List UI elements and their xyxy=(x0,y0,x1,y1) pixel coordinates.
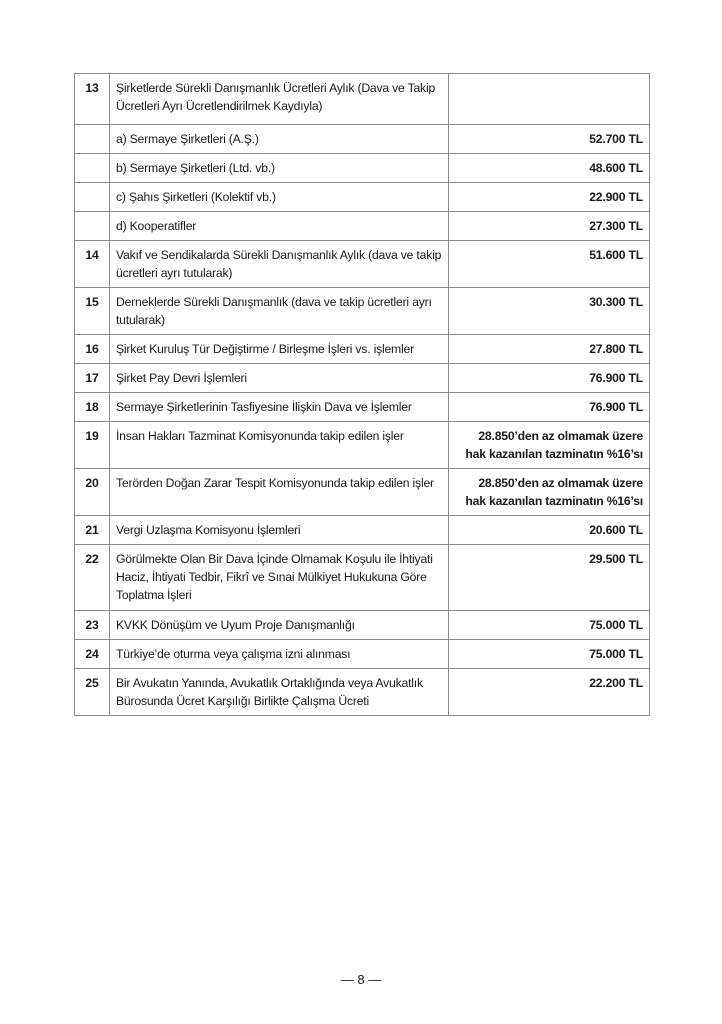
row-description: Görülmekte Olan Bir Dava İçinde Olmamak Koşulu ile İhtiyati Haciz, İhtiyati Tedbir, Fikrî ve Sınai Mülkiyet Hukukuna Göre Toplatma İşleri xyxy=(110,545,449,611)
row-fee: 27.800 TL xyxy=(449,335,650,364)
table-row xyxy=(75,469,650,516)
row-description: c) Şahıs Şirketleri (Kolektif vb.) xyxy=(110,183,449,212)
fee-line-1: 28.850’den az olmamak üzere xyxy=(478,429,643,443)
table-row xyxy=(75,669,650,716)
row-fee: 29.500 TL xyxy=(449,545,650,611)
row-fee: 22.200 TL xyxy=(449,669,650,716)
row-number xyxy=(75,154,110,183)
table-row xyxy=(75,611,650,640)
row-fee: 75.000 TL xyxy=(449,640,650,669)
row-description: Şirketlerde Sürekli Danışmanlık Ücretleri Aylık (Dava ve Takip Ücretleri Ayrı Ücretlendirilmek Kaydıyla) xyxy=(110,74,449,125)
table-row xyxy=(75,74,650,125)
fee-schedule-table xyxy=(74,73,650,716)
row-fee: 51.600 TL xyxy=(449,241,650,288)
row-number xyxy=(75,212,110,241)
row-fee xyxy=(449,469,650,516)
table-row xyxy=(75,183,650,212)
row-number: 23 xyxy=(75,611,110,640)
row-fee: 22.900 TL xyxy=(449,183,650,212)
table-row xyxy=(75,393,650,422)
row-description: Sermaye Şirketlerinin Tasfiyesine İlişkin Dava ve İşlemler xyxy=(110,393,449,422)
row-description: İnsan Hakları Tazminat Komisyonunda takip edilen işler xyxy=(110,422,449,469)
row-description: Vergi Uzlaşma Komisyonu İşlemleri xyxy=(110,516,449,545)
row-fee: 27.300 TL xyxy=(449,212,650,241)
row-fee: 75.000 TL xyxy=(449,611,650,640)
row-number: 18 xyxy=(75,393,110,422)
table-row xyxy=(75,335,650,364)
row-number: 13 xyxy=(75,74,110,125)
row-number: 17 xyxy=(75,364,110,393)
table-row xyxy=(75,640,650,669)
row-description: a) Sermaye Şirketleri (A.Ş.) xyxy=(110,125,449,154)
table-row xyxy=(75,125,650,154)
row-fee: 48.600 TL xyxy=(449,154,650,183)
table-row xyxy=(75,422,650,469)
row-description: Şirket Pay Devri İşlemleri xyxy=(110,364,449,393)
row-number xyxy=(75,183,110,212)
row-description: Şirket Kuruluş Tür Değiştirme / Birleşme İşleri vs. işlemler xyxy=(110,335,449,364)
row-fee: 76.900 TL xyxy=(449,393,650,422)
row-number: 22 xyxy=(75,545,110,611)
row-fee xyxy=(449,74,650,125)
row-number: 25 xyxy=(75,669,110,716)
row-description: KVKK Dönüşüm ve Uyum Proje Danışmanlığı xyxy=(110,611,449,640)
table-row xyxy=(75,288,650,335)
row-number: 21 xyxy=(75,516,110,545)
table-row xyxy=(75,364,650,393)
table-row xyxy=(75,545,650,611)
row-fee: 20.600 TL xyxy=(449,516,650,545)
row-number: 19 xyxy=(75,422,110,469)
row-number: 14 xyxy=(75,241,110,288)
row-number xyxy=(75,125,110,154)
row-number: 16 xyxy=(75,335,110,364)
row-fee: 76.900 TL xyxy=(449,364,650,393)
page-number: — 8 — xyxy=(340,972,382,987)
row-description: Derneklerde Sürekli Danışmanlık (dava ve takip ücretleri ayrı tutularak) xyxy=(110,288,449,335)
table-row xyxy=(75,154,650,183)
fee-line-2: hak kazanılan tazminatın %16’sı xyxy=(465,494,643,508)
row-fee xyxy=(449,422,650,469)
row-description: Terörden Doğan Zarar Tespit Komisyonunda takip edilen işler xyxy=(110,469,449,516)
row-fee: 30.300 TL xyxy=(449,288,650,335)
fee-line-1: 28.850’den az olmamak üzere xyxy=(478,476,643,490)
row-description: d) Kooperatifler xyxy=(110,212,449,241)
row-description: b) Sermaye Şirketleri (Ltd. vb.) xyxy=(110,154,449,183)
row-description: Bir Avukatın Yanında, Avukatlık Ortaklığında veya Avukatlık Bürosunda Ücret Karşılığı Birlikte Çalışma Ücreti xyxy=(110,669,449,716)
row-number: 15 xyxy=(75,288,110,335)
row-description: Vakıf ve Sendikalarda Sürekli Danışmanlık Aylık (dava ve takip ücretleri ayrı tutularak) xyxy=(110,241,449,288)
row-number: 20 xyxy=(75,469,110,516)
row-description: Türkiye’de oturma veya çalışma izni alınması xyxy=(110,640,449,669)
row-number: 24 xyxy=(75,640,110,669)
table-row xyxy=(75,516,650,545)
row-fee: 52.700 TL xyxy=(449,125,650,154)
table-row xyxy=(75,212,650,241)
table-row xyxy=(75,241,650,288)
fee-line-2: hak kazanılan tazminatın %16’sı xyxy=(465,447,643,461)
